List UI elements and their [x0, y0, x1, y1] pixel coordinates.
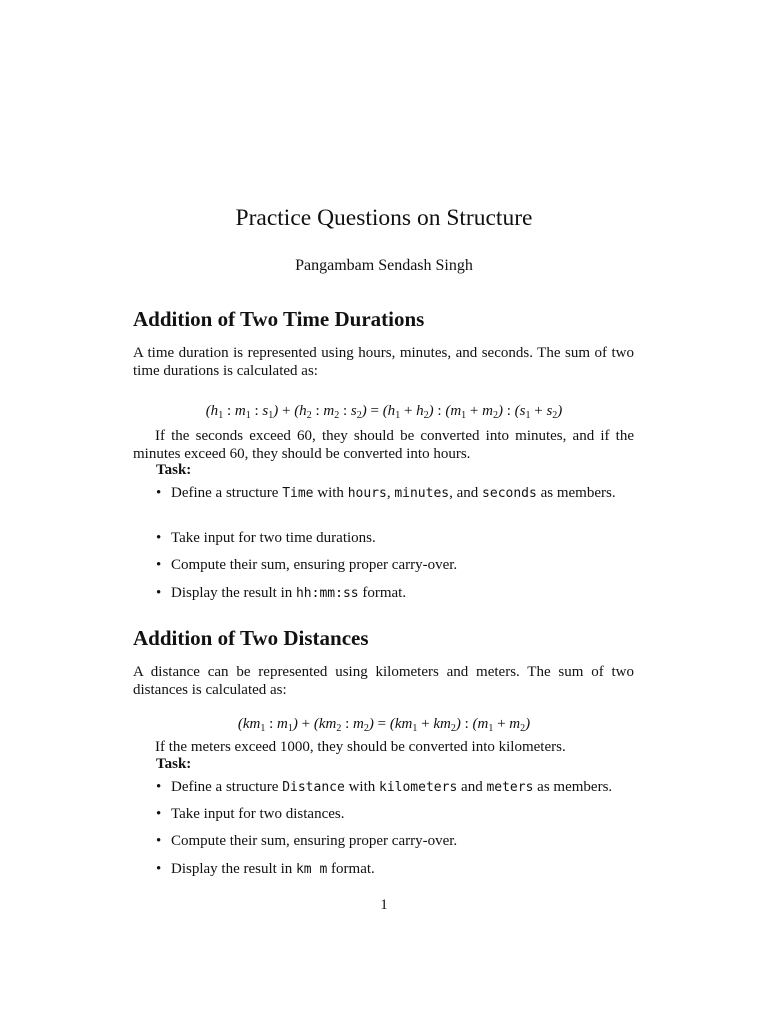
section-intro-time: A time duration is represented using hours, minutes, and seconds. The sum of two time durations is calculated as:: [133, 345, 634, 379]
list-item: • Compute their sum, ensuring proper carry-over.: [156, 833, 458, 849]
list-item: • Define a structure Distance with kilometers and meters as members.: [156, 779, 613, 795]
list-item: • Take input for two distances.: [156, 806, 345, 822]
list-item: • Display the result in hh:mm:ss format.: [156, 585, 407, 601]
bullet-icon: •: [156, 485, 162, 501]
task-label-time: Task:: [156, 462, 192, 478]
section-note-time: If the seconds exceed 60, they should be converted into minutes, and if the minutes exceed 60, they should be converted into hours.: [133, 428, 634, 462]
equation-time: ($h_1$ : $m_1$ : $s_1) + (h_2$ : $m_2$ : $s_2) = (h_1 + h_2)$ : $(m_1 + m_2)$ : $(s_1 + s_2)$: [205, 403, 563, 421]
task-label-distance: Task:: [156, 756, 192, 772]
bullet-icon: •: [156, 806, 162, 822]
list-item: • Define a structure Time with hours, minutes, and seconds as members.: [156, 485, 616, 501]
bullet-icon: •: [156, 530, 162, 546]
document-title: Practice Questions on Structure: [235, 205, 533, 231]
bullet-icon: •: [156, 861, 162, 877]
list-item: • Compute their sum, ensuring proper carry-over.: [156, 557, 458, 573]
section-intro-distance: A distance can be represented using kilometers and meters. The sum of two distances is calculated as:: [133, 664, 634, 698]
section-heading-distance: Addition of Two Distances: [133, 626, 369, 650]
list-item: • Take input for two time durations.: [156, 530, 376, 546]
list-item: • Display the result in km m format.: [156, 861, 375, 877]
bullet-icon: •: [156, 833, 162, 849]
section-note-distance: If the meters exceed 1000, they should be converted into kilometers.: [155, 739, 566, 755]
bullet-icon: •: [156, 585, 162, 601]
bullet-icon: •: [156, 779, 162, 795]
equation-distance: ($km_1$ : $m_1) + (km_2$ : $m_2) = (km_1 + km_2)$ : $(m_1 + m_2)$: [237, 716, 531, 734]
document-author: Pangambam Sendash Singh: [295, 257, 473, 274]
section-heading-time: Addition of Two Time Durations: [133, 307, 425, 331]
bullet-icon: •: [156, 557, 162, 573]
page-number: 1: [380, 897, 388, 913]
